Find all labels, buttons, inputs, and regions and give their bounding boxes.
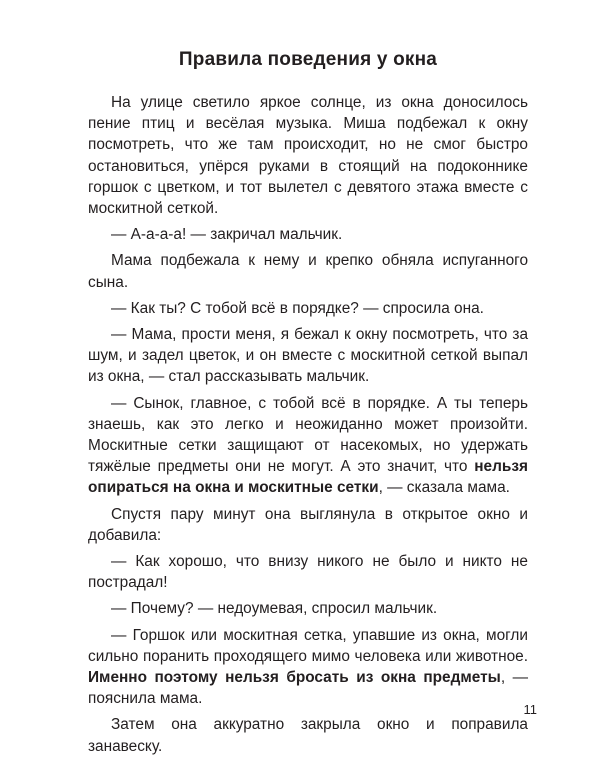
paragraph-text: — А-а-а-а! — закричал мальчик. bbox=[111, 226, 343, 244]
paragraph-text: — Мама, прости меня, я бежал к окну посмотреть, что за шум, и задел цветок, и он вместе с москитной сеткой выпал из окна, — стал рассказывать мальчик. bbox=[88, 326, 528, 386]
paragraph-text: Мама подбежала к нему и крепко обняла испуганного сына. bbox=[88, 252, 528, 291]
page-content bbox=[88, 48, 528, 762]
paragraph-text: Затем она аккуратно закрыла окно и поправила занавеску. bbox=[88, 716, 528, 755]
story-paragraph bbox=[88, 393, 528, 499]
story-paragraph bbox=[88, 625, 528, 710]
paragraph-text: — Как хорошо, что внизу никого не было и никто не пострадал! bbox=[88, 553, 528, 592]
story-paragraph bbox=[88, 92, 528, 219]
paragraph-text: Спустя пару минут она выглянула в открытое окно и добавила: bbox=[88, 505, 528, 544]
page-title: Правила поведения у окна bbox=[178, 49, 438, 70]
story-paragraph bbox=[88, 298, 528, 319]
bold-rule-text: Именно поэтому нельзя бросать из окна предметы bbox=[88, 669, 501, 687]
paragraph-text: — Почему? — недоумевая, спросил мальчик. bbox=[111, 600, 438, 618]
story-paragraph bbox=[88, 598, 528, 619]
page-number: 11 bbox=[523, 702, 537, 717]
paragraph-text: На улице светило яркое солнце, из окна доносилось пение птиц и весёлая музыка. Миша подбежал к окну посмотреть, что же там происходит, но не смог быстро остановиться, упёрся руками в стоящий на подоконнике горшок с цветком, и тот вылетел с девятого этажа вместе с москитной сеткой. bbox=[88, 94, 528, 218]
paragraph-text: — Горшок или москитная сетка, упавшие из окна, могли сильно поранить проходящего мимо человека или животное. bbox=[88, 626, 528, 665]
story-paragraph bbox=[88, 714, 528, 756]
bold-rule-text: нельзя опираться на окна и москитные сетки bbox=[88, 458, 528, 497]
paragraph-text: , — пояснила мама. bbox=[88, 669, 528, 708]
story-text bbox=[88, 92, 528, 757]
story-paragraph bbox=[88, 324, 528, 388]
story-paragraph bbox=[88, 250, 528, 292]
story-paragraph bbox=[88, 504, 528, 546]
paragraph-text: — Сынок, главное, с тобой всё в порядке. А ты теперь знаешь, как это легко и неожиданно может произойти. Москитные сетки защищают от насекомых, но удержать тяжёлые предметы они не могут. А это значит, что bbox=[88, 394, 528, 476]
paragraph-text: , — сказала мама. bbox=[378, 479, 510, 497]
story-paragraph bbox=[88, 551, 528, 593]
story-paragraph bbox=[88, 224, 528, 245]
paragraph-text: — Как ты? С тобой всё в порядке? — спросила она. bbox=[111, 299, 484, 317]
